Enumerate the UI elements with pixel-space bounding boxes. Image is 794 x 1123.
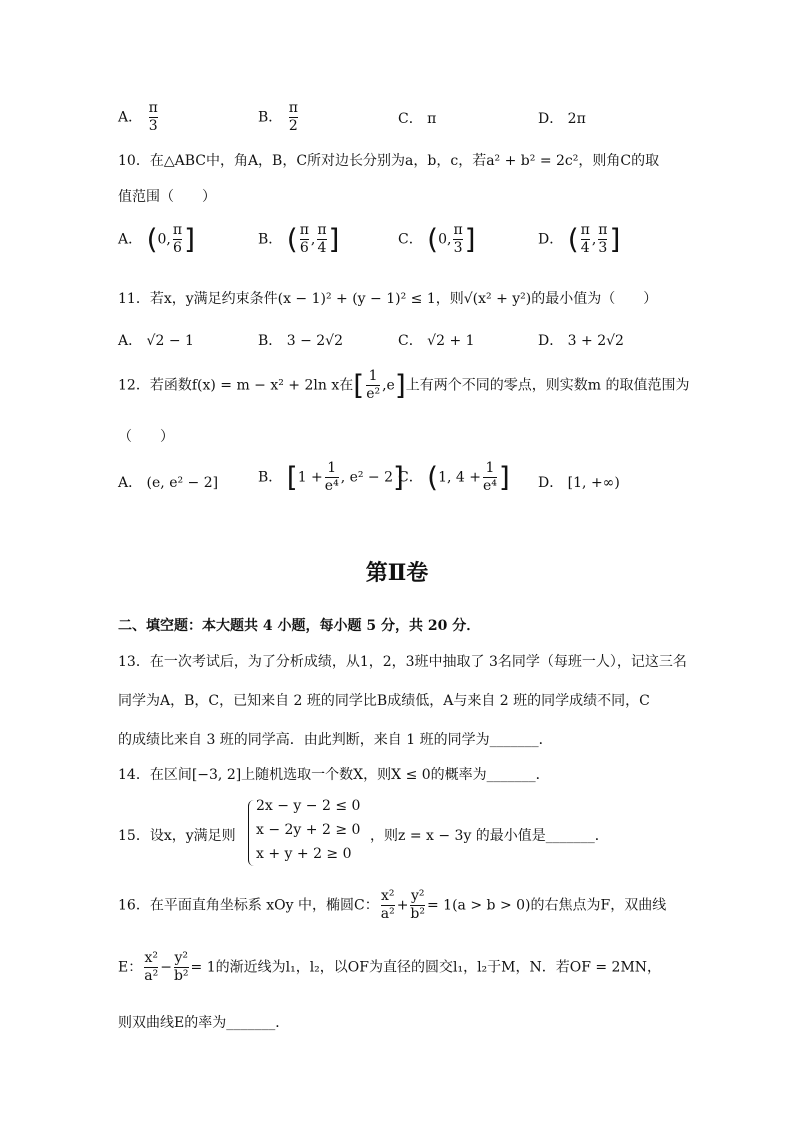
q12-paren: （ ）	[118, 429, 174, 445]
q9-option-c: C． π	[398, 111, 437, 127]
q12-option-a: A． (e, e² − 2]	[118, 475, 219, 491]
q16-line1: 16．在平面直角坐标系 xOy 中，椭圆C： $\frac{\text{x²}}{\text{a²}}$ + $\frac{\text{y²}}{\text{b²}}$ = 1(a > b > 0)的右焦点为F，双曲线	[118, 888, 667, 922]
q12-stem: 12．若函数f(x) = m − x² + 2ln x在[ $\frac{1}{\text{e²}}$ ,e]上有两个不同的零点，则实数m 的取值范围为	[118, 368, 690, 402]
q16-line2: E： $\frac{\text{x²}}{\text{a²}}$ − $\frac{\text{y²}}{\text{b²}}$ = 1的渐近线为l₁，l₂，以OF为直径的圆交l₁，l₂于M，N．若OF = 2MN，	[118, 950, 662, 984]
q11-option-b: B． 3 − 2√2	[258, 333, 344, 349]
q9-option-b: B． $\frac{\pi}{2}$	[258, 100, 298, 134]
q11-option-a: A． √2 − 1	[118, 333, 194, 349]
exam-page: A． $\frac{\pi}{3}$ B． $\frac{\pi}{2}$ C． π D． 2π 10．在△ABC中，角A，B，C所对边长分别为a，b，c，若a² + b² = 2c²，则角C的取 值范围（ ） A． (0, $\frac{\pi}{6}$ ] B． ( $\frac{\pi}{6}$ , $\frac{\pi}{4}$ ] C． (0, $\frac{\pi}{3}$ ] D． ( $\frac{\pi}{4}$ , $\frac{\pi}{3}$ ] 11．若x，y满足约束条件(x − 1)² + (y − 1)² ≤ 1，则√(x² + y²)的最小值为（ ） A． √2 − 1 B． 3 − 2√2 C． √2 + 1 D． 3 + 2√2 12．若函数f(x) = m − x² + 2ln x在[ $\frac{1}{\text{e²}}$ ,e]上有两个不同的零点，则实数m 的取值范围为 （ ） A． (e, e² − 2] B． [1 + $\frac{1}{\text{e⁴}}$ , e² − 2] C． (1, 4 + $\frac{1}{\text{e⁴}}$ ] D． [1, +∞) 第Ⅱ卷 二、填空题：本大题共 4 小题，每小题 5 分，共 20 分． 13．在一次考试后，为了分析成绩，从1，2，3班中抽取了 3名同学（每班一人），记这三名 同学为A，B，C，已知来自 2 班的同学比B成绩低，A与来自 2 班的同学成绩不同，C 的成绩比来自 3 班的同学高．由此判断，来自 1 班的同学为_______． 14．在区间[−3, 2]上随机选取一个数X，则X ≤ 0的概率为_______． 15．设x，y满足则 2x − y − 2 ≤ 0 x − 2y + 2 ≥ 0 x + y + 2 ≥ 0 ，则z = x − 3y 的最小值是_______． 16．在平面直角坐标系 xOy 中，椭圆C： $\frac{\text{x²}}{\text{a²}}$ + $\frac{\text{y²}}{\text{b²}}$ = 1(a > b > 0)的右焦点为F，双曲线 E： $\frac{\text{x²}}{\text{a²}}$ − $\frac{\text{y²}}{\text{b²}}$ = 1的渐近线为l₁，l₂，以OF为直径的圆交l₁，l₂于M，N．若OF = 2MN， 则双曲线E的率为_______．	[0, 0, 794, 1123]
q12-option-b: B． [1 + $\frac{1}{\text{e⁴}}$ , e² − 2]	[258, 460, 404, 494]
q10-option-a: A． (0, $\frac{\pi}{6}$ ]	[118, 222, 196, 256]
q11-option-c: C． √2 + 1	[398, 333, 475, 349]
q11-stem: 11．若x，y满足约束条件(x − 1)² + (y − 1)² ≤ 1，则√(x² + y²)的最小值为（ ）	[118, 291, 658, 307]
fraction: $\frac{\pi}{3}$	[148, 100, 158, 134]
q12-option-d: D． [1, +∞)	[538, 475, 620, 491]
q11-option-d: D． 3 + 2√2	[538, 333, 624, 349]
q14-stem: 14．在区间[−3, 2]上随机选取一个数X，则X ≤ 0的概率为_______．	[118, 767, 550, 783]
q9-option-a: A． $\frac{\pi}{3}$	[118, 100, 158, 134]
q9-option-d: D． 2π	[538, 111, 586, 127]
q10-stem-line1: 10．在△ABC中，角A，B，C所对边长分别为a，b，c，若a² + b² = 2c²，则角C的取	[118, 153, 660, 169]
q10-stem-line2: 值范围（ ）	[118, 189, 216, 205]
q10-option-c: C． (0, $\frac{\pi}{3}$ ]	[398, 222, 476, 256]
q15-pre: 15．设x，y满足则	[118, 828, 236, 844]
fraction: $\frac{\pi}{2}$	[288, 100, 298, 134]
q13-line3: 的成绩比来自 3 班的同学高．由此判断，来自 1 班的同学为_______．	[118, 732, 553, 748]
section-heading: 二、填空题：本大题共 4 小题，每小题 5 分，共 20 分．	[118, 618, 481, 634]
q10-option-b: B． ( $\frac{\pi}{6}$ , $\frac{\pi}{4}$ ]	[258, 222, 340, 256]
q13-line2: 同学为A，B，C，已知来自 2 班的同学比B成绩低，A与来自 2 班的同学成绩不同，C	[118, 693, 650, 709]
q15-post: ，则z = x − 3y 的最小值是_______．	[370, 828, 609, 844]
q16-line3: 则双曲线E的率为_______．	[118, 1015, 290, 1031]
q12-option-c: C． (1, 4 + $\frac{1}{\text{e⁴}}$ ]	[398, 460, 510, 494]
q13-line1: 13．在一次考试后，为了分析成绩，从1，2，3班中抽取了 3名同学（每班一人），记这三名	[118, 654, 687, 670]
q10-option-d: D． ( $\frac{\pi}{4}$ , $\frac{\pi}{3}$ ]	[538, 222, 621, 256]
section-title: 第Ⅱ卷	[365, 560, 429, 586]
